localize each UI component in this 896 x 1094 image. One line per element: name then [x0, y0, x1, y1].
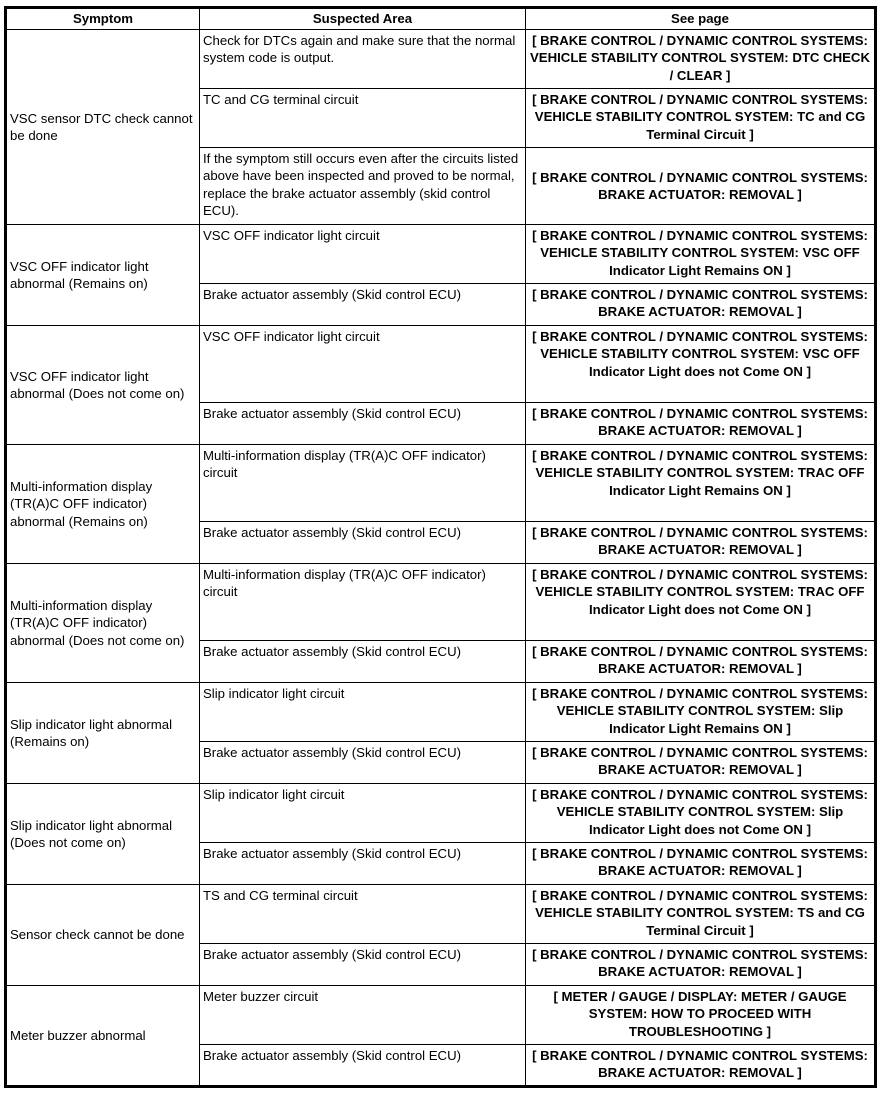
- suspected-area-cell: Brake actuator assembly (Skid control ECU): [200, 944, 526, 986]
- suspected-area-cell: Brake actuator assembly (Skid control ECU): [200, 403, 526, 445]
- table-row: [6, 784, 876, 843]
- table-row: [6, 564, 876, 641]
- see-page-cell: [ BRAKE CONTROL / DYNAMIC CONTROL SYSTEMS: BRAKE ACTUATOR: REMOVAL ]: [526, 944, 876, 986]
- header-suspected-area: Suspected Area: [200, 8, 526, 30]
- table-row: [6, 225, 876, 284]
- header-see-page: See page: [526, 8, 876, 30]
- suspected-area-cell: TS and CG terminal circuit: [200, 885, 526, 944]
- see-page-cell: [ BRAKE CONTROL / DYNAMIC CONTROL SYSTEMS: VEHICLE STABILITY CONTROL SYSTEM: VSC OFF Indicator Light Remains ON ]: [526, 225, 876, 284]
- table-row: [6, 885, 876, 944]
- suspected-area-cell: Brake actuator assembly (Skid control ECU): [200, 522, 526, 564]
- suspected-area-cell: Multi-information display (TR(A)C OFF indicator) circuit: [200, 564, 526, 641]
- see-page-cell: [ BRAKE CONTROL / DYNAMIC CONTROL SYSTEMS: VEHICLE STABILITY CONTROL SYSTEM: TRAC OFF Indicator Light Remains ON ]: [526, 445, 876, 522]
- see-page-cell: [ BRAKE CONTROL / DYNAMIC CONTROL SYSTEMS: VEHICLE STABILITY CONTROL SYSTEM: VSC OFF Indicator Light does not Come ON ]: [526, 326, 876, 403]
- see-page-cell: [ BRAKE CONTROL / DYNAMIC CONTROL SYSTEMS: VEHICLE STABILITY CONTROL SYSTEM: TC and CG Terminal Circuit ]: [526, 89, 876, 148]
- see-page-cell: [ BRAKE CONTROL / DYNAMIC CONTROL SYSTEMS: BRAKE ACTUATOR: REMOVAL ]: [526, 1045, 876, 1087]
- header-row: [6, 8, 876, 30]
- see-page-cell: [ BRAKE CONTROL / DYNAMIC CONTROL SYSTEMS: VEHICLE STABILITY CONTROL SYSTEM: Slip Indicator Light Remains ON ]: [526, 683, 876, 742]
- suspected-area-cell: VSC OFF indicator light circuit: [200, 225, 526, 284]
- troubleshooting-sheet: [4, 6, 874, 1088]
- symptom-cell: Sensor check cannot be done: [6, 885, 200, 986]
- table-row: [6, 326, 876, 403]
- see-page-cell: [ BRAKE CONTROL / DYNAMIC CONTROL SYSTEMS: BRAKE ACTUATOR: REMOVAL ]: [526, 843, 876, 885]
- suspected-area-cell: Check for DTCs again and make sure that the normal system code is output.: [200, 30, 526, 89]
- suspected-area-cell: Meter buzzer circuit: [200, 986, 526, 1045]
- symptom-cell: VSC sensor DTC check cannot be done: [6, 30, 200, 225]
- suspected-area-cell: Slip indicator light circuit: [200, 784, 526, 843]
- table-row: [6, 445, 876, 522]
- suspected-area-cell: Brake actuator assembly (Skid control ECU): [200, 1045, 526, 1087]
- suspected-area-cell: Multi-information display (TR(A)C OFF indicator) circuit: [200, 445, 526, 522]
- table-body: [6, 30, 876, 1087]
- table-row: [6, 30, 876, 89]
- suspected-area-cell: Brake actuator assembly (Skid control ECU): [200, 284, 526, 326]
- header-symptom: Symptom: [6, 8, 200, 30]
- suspected-area-cell: VSC OFF indicator light circuit: [200, 326, 526, 403]
- suspected-area-cell: Brake actuator assembly (Skid control ECU): [200, 742, 526, 784]
- see-page-cell: [ BRAKE CONTROL / DYNAMIC CONTROL SYSTEMS: BRAKE ACTUATOR: REMOVAL ]: [526, 522, 876, 564]
- suspected-area-cell: If the symptom still occurs even after the circuits listed above have been inspected and proved to be normal, replace the brake actuator assembly (skid control ECU).: [200, 148, 526, 225]
- symptom-cell: Slip indicator light abnormal (Does not come on): [6, 784, 200, 885]
- suspected-area-cell: Brake actuator assembly (Skid control ECU): [200, 641, 526, 683]
- see-page-cell: [ BRAKE CONTROL / DYNAMIC CONTROL SYSTEMS: BRAKE ACTUATOR: REMOVAL ]: [526, 284, 876, 326]
- suspected-area-cell: TC and CG terminal circuit: [200, 89, 526, 148]
- symptom-cell: Multi-information display (TR(A)C OFF indicator) abnormal (Does not come on): [6, 564, 200, 683]
- see-page-cell: [ BRAKE CONTROL / DYNAMIC CONTROL SYSTEMS: BRAKE ACTUATOR: REMOVAL ]: [526, 641, 876, 683]
- suspected-area-cell: Brake actuator assembly (Skid control ECU): [200, 843, 526, 885]
- see-page-cell: [ BRAKE CONTROL / DYNAMIC CONTROL SYSTEMS: BRAKE ACTUATOR: REMOVAL ]: [526, 403, 876, 445]
- see-page-cell: [ BRAKE CONTROL / DYNAMIC CONTROL SYSTEMS: BRAKE ACTUATOR: REMOVAL ]: [526, 148, 876, 225]
- see-page-cell: [ BRAKE CONTROL / DYNAMIC CONTROL SYSTEMS: VEHICLE STABILITY CONTROL SYSTEM: TS and CG Terminal Circuit ]: [526, 885, 876, 944]
- symptom-cell: Meter buzzer abnormal: [6, 986, 200, 1087]
- table-row: [6, 986, 876, 1045]
- see-page-cell: [ BRAKE CONTROL / DYNAMIC CONTROL SYSTEMS: VEHICLE STABILITY CONTROL SYSTEM: Slip Indicator Light does not Come ON ]: [526, 784, 876, 843]
- symptom-cell: Multi-information display (TR(A)C OFF indicator) abnormal (Remains on): [6, 445, 200, 564]
- symptom-cell: Slip indicator light abnormal (Remains on): [6, 683, 200, 784]
- table-row: [6, 683, 876, 742]
- see-page-cell: [ BRAKE CONTROL / DYNAMIC CONTROL SYSTEMS: BRAKE ACTUATOR: REMOVAL ]: [526, 742, 876, 784]
- see-page-cell: [ BRAKE CONTROL / DYNAMIC CONTROL SYSTEMS: VEHICLE STABILITY CONTROL SYSTEM: DTC CHECK / CLEAR ]: [526, 30, 876, 89]
- symptom-cell: VSC OFF indicator light abnormal (Remains on): [6, 225, 200, 326]
- symptom-cell: VSC OFF indicator light abnormal (Does not come on): [6, 326, 200, 445]
- symptom-table: [4, 6, 877, 1088]
- see-page-cell: [ METER / GAUGE / DISPLAY: METER / GAUGE SYSTEM: HOW TO PROCEED WITH TROUBLESHOOTING ]: [526, 986, 876, 1045]
- see-page-cell: [ BRAKE CONTROL / DYNAMIC CONTROL SYSTEMS: VEHICLE STABILITY CONTROL SYSTEM: TRAC OFF Indicator Light does not Come ON ]: [526, 564, 876, 641]
- suspected-area-cell: Slip indicator light circuit: [200, 683, 526, 742]
